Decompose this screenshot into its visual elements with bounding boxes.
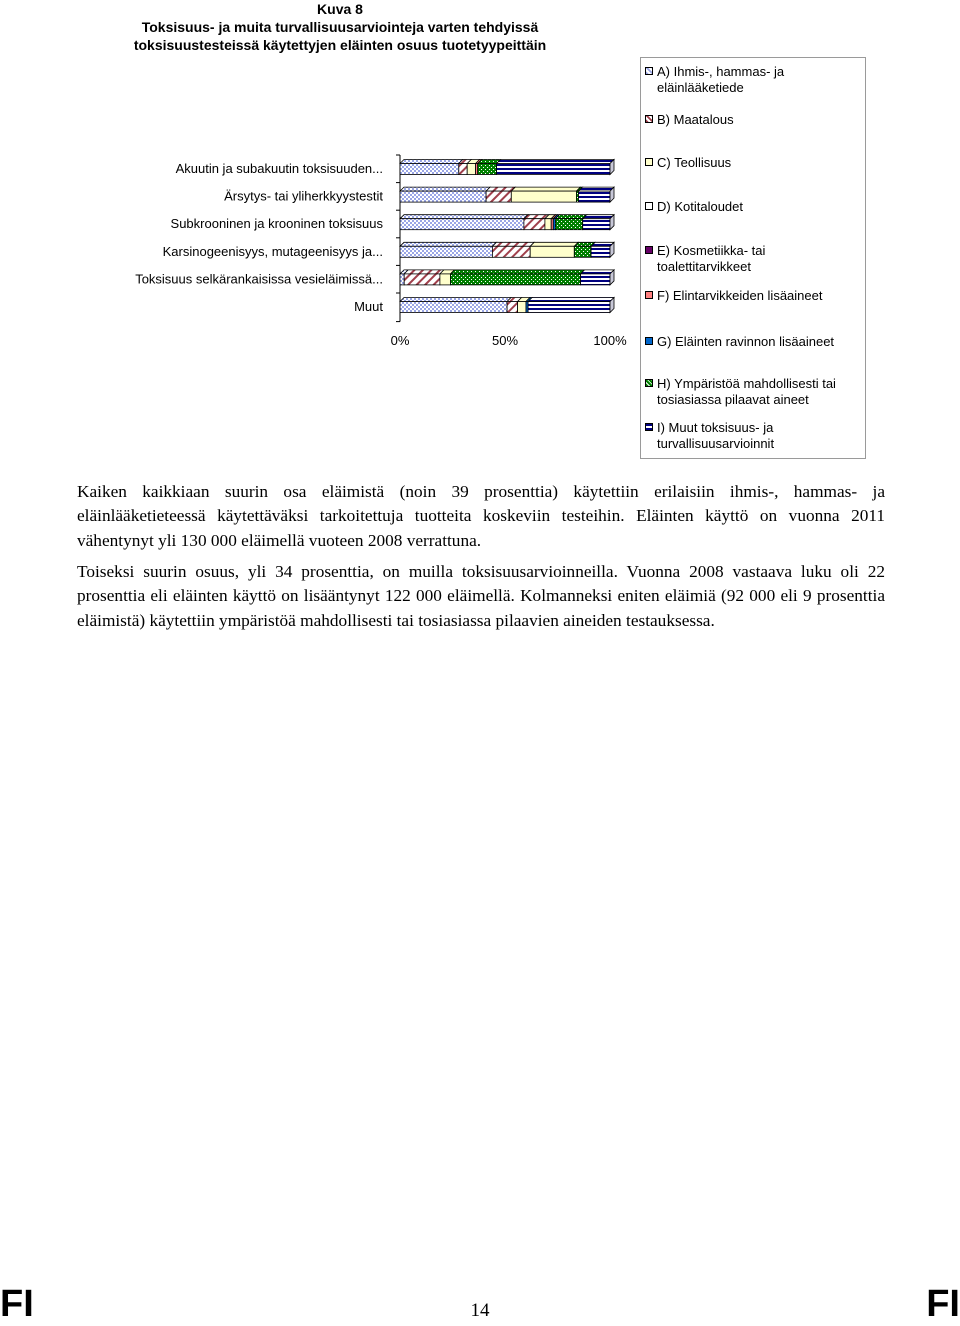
figure-title-line1: Toksisuus- ja muita turvallisuusarviointeja varten tehdyissä xyxy=(141,19,539,35)
bar-segment-top xyxy=(400,160,463,164)
legend-item xyxy=(645,288,860,304)
chart-bars xyxy=(400,160,614,313)
bar-segment xyxy=(440,274,451,285)
bar-segment-top xyxy=(400,215,528,219)
bar-segment-top xyxy=(486,187,515,191)
bar-segment xyxy=(450,274,580,285)
bar-segment-top xyxy=(555,215,586,219)
category-label: Karsinogeenisyys, mutageenisyys ja... xyxy=(162,243,383,259)
legend-label: H) Ympäristöä mahdollisesti tai tosiasiassa pilaavat aineet xyxy=(657,376,836,407)
bar-segment-top xyxy=(400,242,496,246)
bar-segment xyxy=(492,246,530,257)
legend-label: D) Kotitaloudet xyxy=(657,199,743,214)
category-label: Subkrooninen ja krooninen toksisuus xyxy=(170,216,383,232)
bar-segment xyxy=(400,274,404,285)
bar-segment-top xyxy=(450,270,584,274)
category-label: Muut xyxy=(354,299,383,314)
bar-segment xyxy=(400,219,524,230)
legend-swatch xyxy=(645,158,653,166)
legend-swatch xyxy=(645,291,653,299)
legend-swatch xyxy=(645,337,653,345)
chart-axis xyxy=(396,155,400,322)
category-label: Ärsytys- tai yliherkkyystestit xyxy=(224,188,383,204)
bar-segment xyxy=(400,246,492,257)
bar-segment xyxy=(478,164,497,175)
bar-segment xyxy=(579,191,611,202)
bar-segment xyxy=(467,164,475,175)
legend-label: B) Maatalous xyxy=(657,112,734,127)
legend-item xyxy=(645,199,860,215)
legend-item xyxy=(645,376,860,408)
legend-swatch xyxy=(645,379,653,387)
bar-segment xyxy=(528,302,610,313)
bar-segment-top xyxy=(528,298,614,302)
stacked-bar-chart xyxy=(0,140,640,360)
category-label: Toksisuus selkärankaisissa vesieläimissä... xyxy=(135,271,383,287)
x-tick-label: 0% xyxy=(390,333,410,348)
legend-label: A) Ihmis-, hammas- ja eläinlääketiede xyxy=(657,64,785,95)
legend-label: G) Eläinten ravinnon lisäaineet xyxy=(657,334,835,349)
chart-legend xyxy=(640,57,866,459)
bar-segment xyxy=(404,274,440,285)
bar-segment-top xyxy=(492,242,534,246)
bar-segment xyxy=(459,164,467,175)
bar-segment xyxy=(518,302,526,313)
bar-segment-top xyxy=(497,160,614,164)
figure-title-line2: toksisuustesteissä käytettyjen eläinten osuus tuotetyypeittäin xyxy=(133,37,547,53)
legend-item xyxy=(645,243,860,275)
page-number: 14 xyxy=(470,1300,490,1321)
footer-language-right: FI xyxy=(926,1283,960,1325)
bar-segment xyxy=(555,219,582,230)
bar-segment-top xyxy=(511,187,580,191)
bar-segment xyxy=(497,164,610,175)
x-tick-label: 100% xyxy=(593,333,627,348)
legend-item xyxy=(645,64,860,96)
legend-item xyxy=(645,334,860,350)
paragraph-2-text: Toiseksi suurin osuus, yli 34 prosenttia, on muilla toksisuusarvioinneilla. Vuonna 2008 vastaava luku oli 22 prosenttia eli eläinten käyttö on lisääntynyt 122 000 eläimellä. Kolmanneksi eniten eläimiä (92 000 eli 9 prosenttia eläimistä) käytettiin ympäristöä mahdollisesti tai tosiasiassa pilaavien aineiden testauksessa. xyxy=(77,562,885,630)
legend-label: C) Teollisuus xyxy=(657,155,732,170)
legend-label: I) Muut toksisuus- ja turvallisuusarvioinnit xyxy=(657,420,775,451)
footer-language-left: FI xyxy=(0,1283,34,1325)
bar-segment xyxy=(574,246,591,257)
legend-label: F) Elintarvikkeiden lisäaineet xyxy=(657,288,823,303)
legend-item xyxy=(645,420,860,452)
legend-swatch xyxy=(645,115,653,123)
bar-segment xyxy=(400,164,459,175)
figure-title xyxy=(100,0,580,54)
legend-item xyxy=(645,155,860,171)
bar-segment xyxy=(400,302,507,313)
figure-number: Kuva 8 xyxy=(317,1,363,17)
legend-item xyxy=(645,112,860,128)
bar-segment-top xyxy=(400,298,511,302)
bar-segment xyxy=(524,219,545,230)
bar-segment xyxy=(486,191,511,202)
bar-segment xyxy=(583,219,610,230)
category-label: Akuutin ja subakuutin toksisuuden... xyxy=(175,161,383,176)
bar-segment-top xyxy=(579,187,615,191)
bar-segment-top xyxy=(583,215,614,219)
bar-segment xyxy=(530,246,574,257)
legend-swatch xyxy=(645,67,653,75)
bar-segment-top xyxy=(581,270,614,274)
bar-segment xyxy=(400,191,486,202)
paragraph-1 xyxy=(77,480,885,553)
legend-label: E) Kosmetiikka- tai toalettitarvikkeet xyxy=(657,243,766,274)
bar-segment-top xyxy=(530,242,578,246)
bar-segment xyxy=(507,302,517,313)
bar-segment-top xyxy=(400,187,490,191)
bar-segment xyxy=(511,191,576,202)
legend-swatch xyxy=(645,202,653,210)
bar-segment xyxy=(591,246,610,257)
bar-segment xyxy=(581,274,610,285)
x-tick-label: 50% xyxy=(491,333,519,348)
bar-segment xyxy=(545,219,551,230)
paragraph-1-text: Kaiken kaikkiaan suurin osa eläimistä (noin 39 prosenttia) käytettiin erilaisiin ihmis-, hammas- ja eläinlääketieteessä käytettäväksi tarkoitettuja tuotteita koskeviin testeihin. Eläinten käyttö on vuonna 2011 vähentynyt yli 130 000 eläimellä vuoteen 2008 verrattuna. xyxy=(77,482,885,550)
bar-segment-top xyxy=(404,270,444,274)
legend-swatch xyxy=(645,423,653,431)
legend-swatch xyxy=(645,246,653,254)
paragraph-2 xyxy=(77,560,885,633)
